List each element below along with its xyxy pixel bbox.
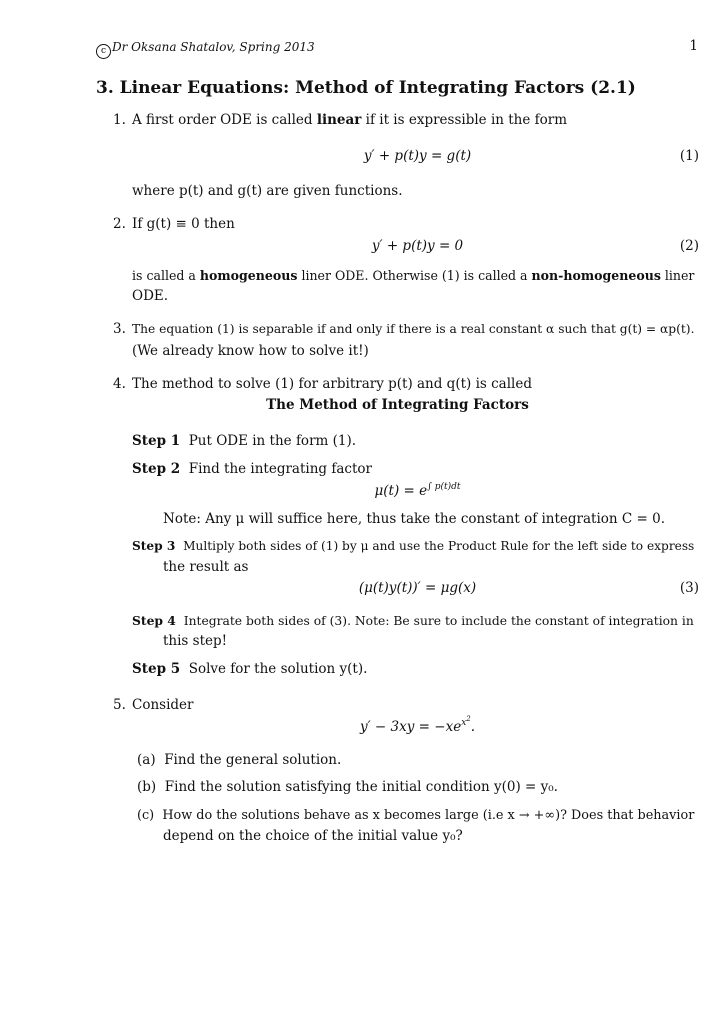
equation-number-1: (1) <box>679 148 699 164</box>
part-b: (b) Find the solution satisfying the initial condition y(0) = y₀. <box>137 779 558 795</box>
item-4-line-1: The method to solve (1) for arbitrary p(t) and q(t) is called <box>132 376 532 392</box>
part-label: (a) <box>137 752 156 768</box>
item-number: 5. <box>113 697 126 713</box>
equation-number-2: (2) <box>679 238 699 254</box>
equation-2: y′ + p(t)y = 0 <box>371 238 464 254</box>
item-5-intro: Consider <box>132 697 194 713</box>
equation-5: $y' - 3xy = -xe^{x2}$. <box>359 715 476 735</box>
item-2-text: is called a homogeneous liner ODE. Otherwise (1) is called a non-homogeneous liner <box>132 268 695 283</box>
step-label: Step 2 <box>132 461 181 477</box>
equation-1: y′ + p(t)y = g(t) <box>363 148 472 164</box>
item-3-line-2: (We already know how to solve it!) <box>132 343 369 359</box>
step-label: Step 4 <box>132 613 176 628</box>
page-header <box>96 37 315 59</box>
item-number: 3. <box>113 321 126 337</box>
copyright-symbol: c <box>96 44 111 59</box>
item-1-text: A first order ODE is called linear if it is expressible in the form <box>132 112 568 128</box>
step-label: Step 1 <box>132 433 181 449</box>
item-1-after: where p(t) and g(t) are given functions. <box>132 183 403 199</box>
part-a: (a) Find the general solution. <box>137 752 342 768</box>
item-2-intro: If g(t) ≡ 0 then <box>132 216 235 232</box>
item-number: 1. <box>113 112 126 128</box>
step-4: Step 4 Integrate both sides of (3). Note: Be sure to include the constant of integration in <box>132 613 694 628</box>
part-label: (b) <box>137 779 157 795</box>
page-number: 1 <box>689 38 698 54</box>
step-5: Step 5 Solve for the solution y(t). <box>132 661 368 677</box>
step-3-cont: the result as <box>163 559 249 575</box>
item-number: 4. <box>113 376 126 392</box>
item-3-line-1: The equation (1) is separable if and only if there is a real constant α such that g(t) = αp(t). <box>132 322 695 336</box>
item-2-text-cont: ODE. <box>132 288 169 304</box>
equation-3: (μ(t)y(t))′ = μg(x) <box>358 580 477 596</box>
term-non-homogeneous: non-homogeneous <box>531 268 661 283</box>
header-author: Dr Oksana Shatalov, Spring 2013 <box>112 40 315 54</box>
part-c-cont: depend on the choice of the initial value y₀? <box>163 828 463 844</box>
method-title: The Method of Integrating Factors <box>266 397 529 413</box>
step-label: Step 3 <box>132 539 176 553</box>
step-4-cont: this step! <box>163 633 228 649</box>
part-c: (c) How do the solutions behave as x becomes large (i.e x → +∞)? Does that behavior <box>137 808 695 823</box>
integrating-factor-equation: $\mu(t) = e^{\int p(t)dt}$ <box>374 482 461 499</box>
step-2-note: Note: Any μ will suffice here, thus take the constant of integration C = 0. <box>163 511 666 527</box>
step-label: Step 5 <box>132 661 181 677</box>
term-homogeneous: homogeneous <box>199 268 298 283</box>
section-title: 3. Linear Equations: Method of Integrating Factors (2.1) <box>96 78 636 98</box>
part-label: (c) <box>137 808 155 823</box>
equation-number-3: (3) <box>679 580 699 596</box>
step-3: Step 3 Multiply both sides of (1) by μ and use the Product Rule for the left side to express <box>132 539 695 553</box>
term-linear: linear <box>316 112 362 128</box>
step-2: Step 2 Find the integrating factor <box>132 461 372 477</box>
step-1: Step 1 Put ODE in the form (1). <box>132 433 357 449</box>
item-number: 2. <box>113 216 126 232</box>
